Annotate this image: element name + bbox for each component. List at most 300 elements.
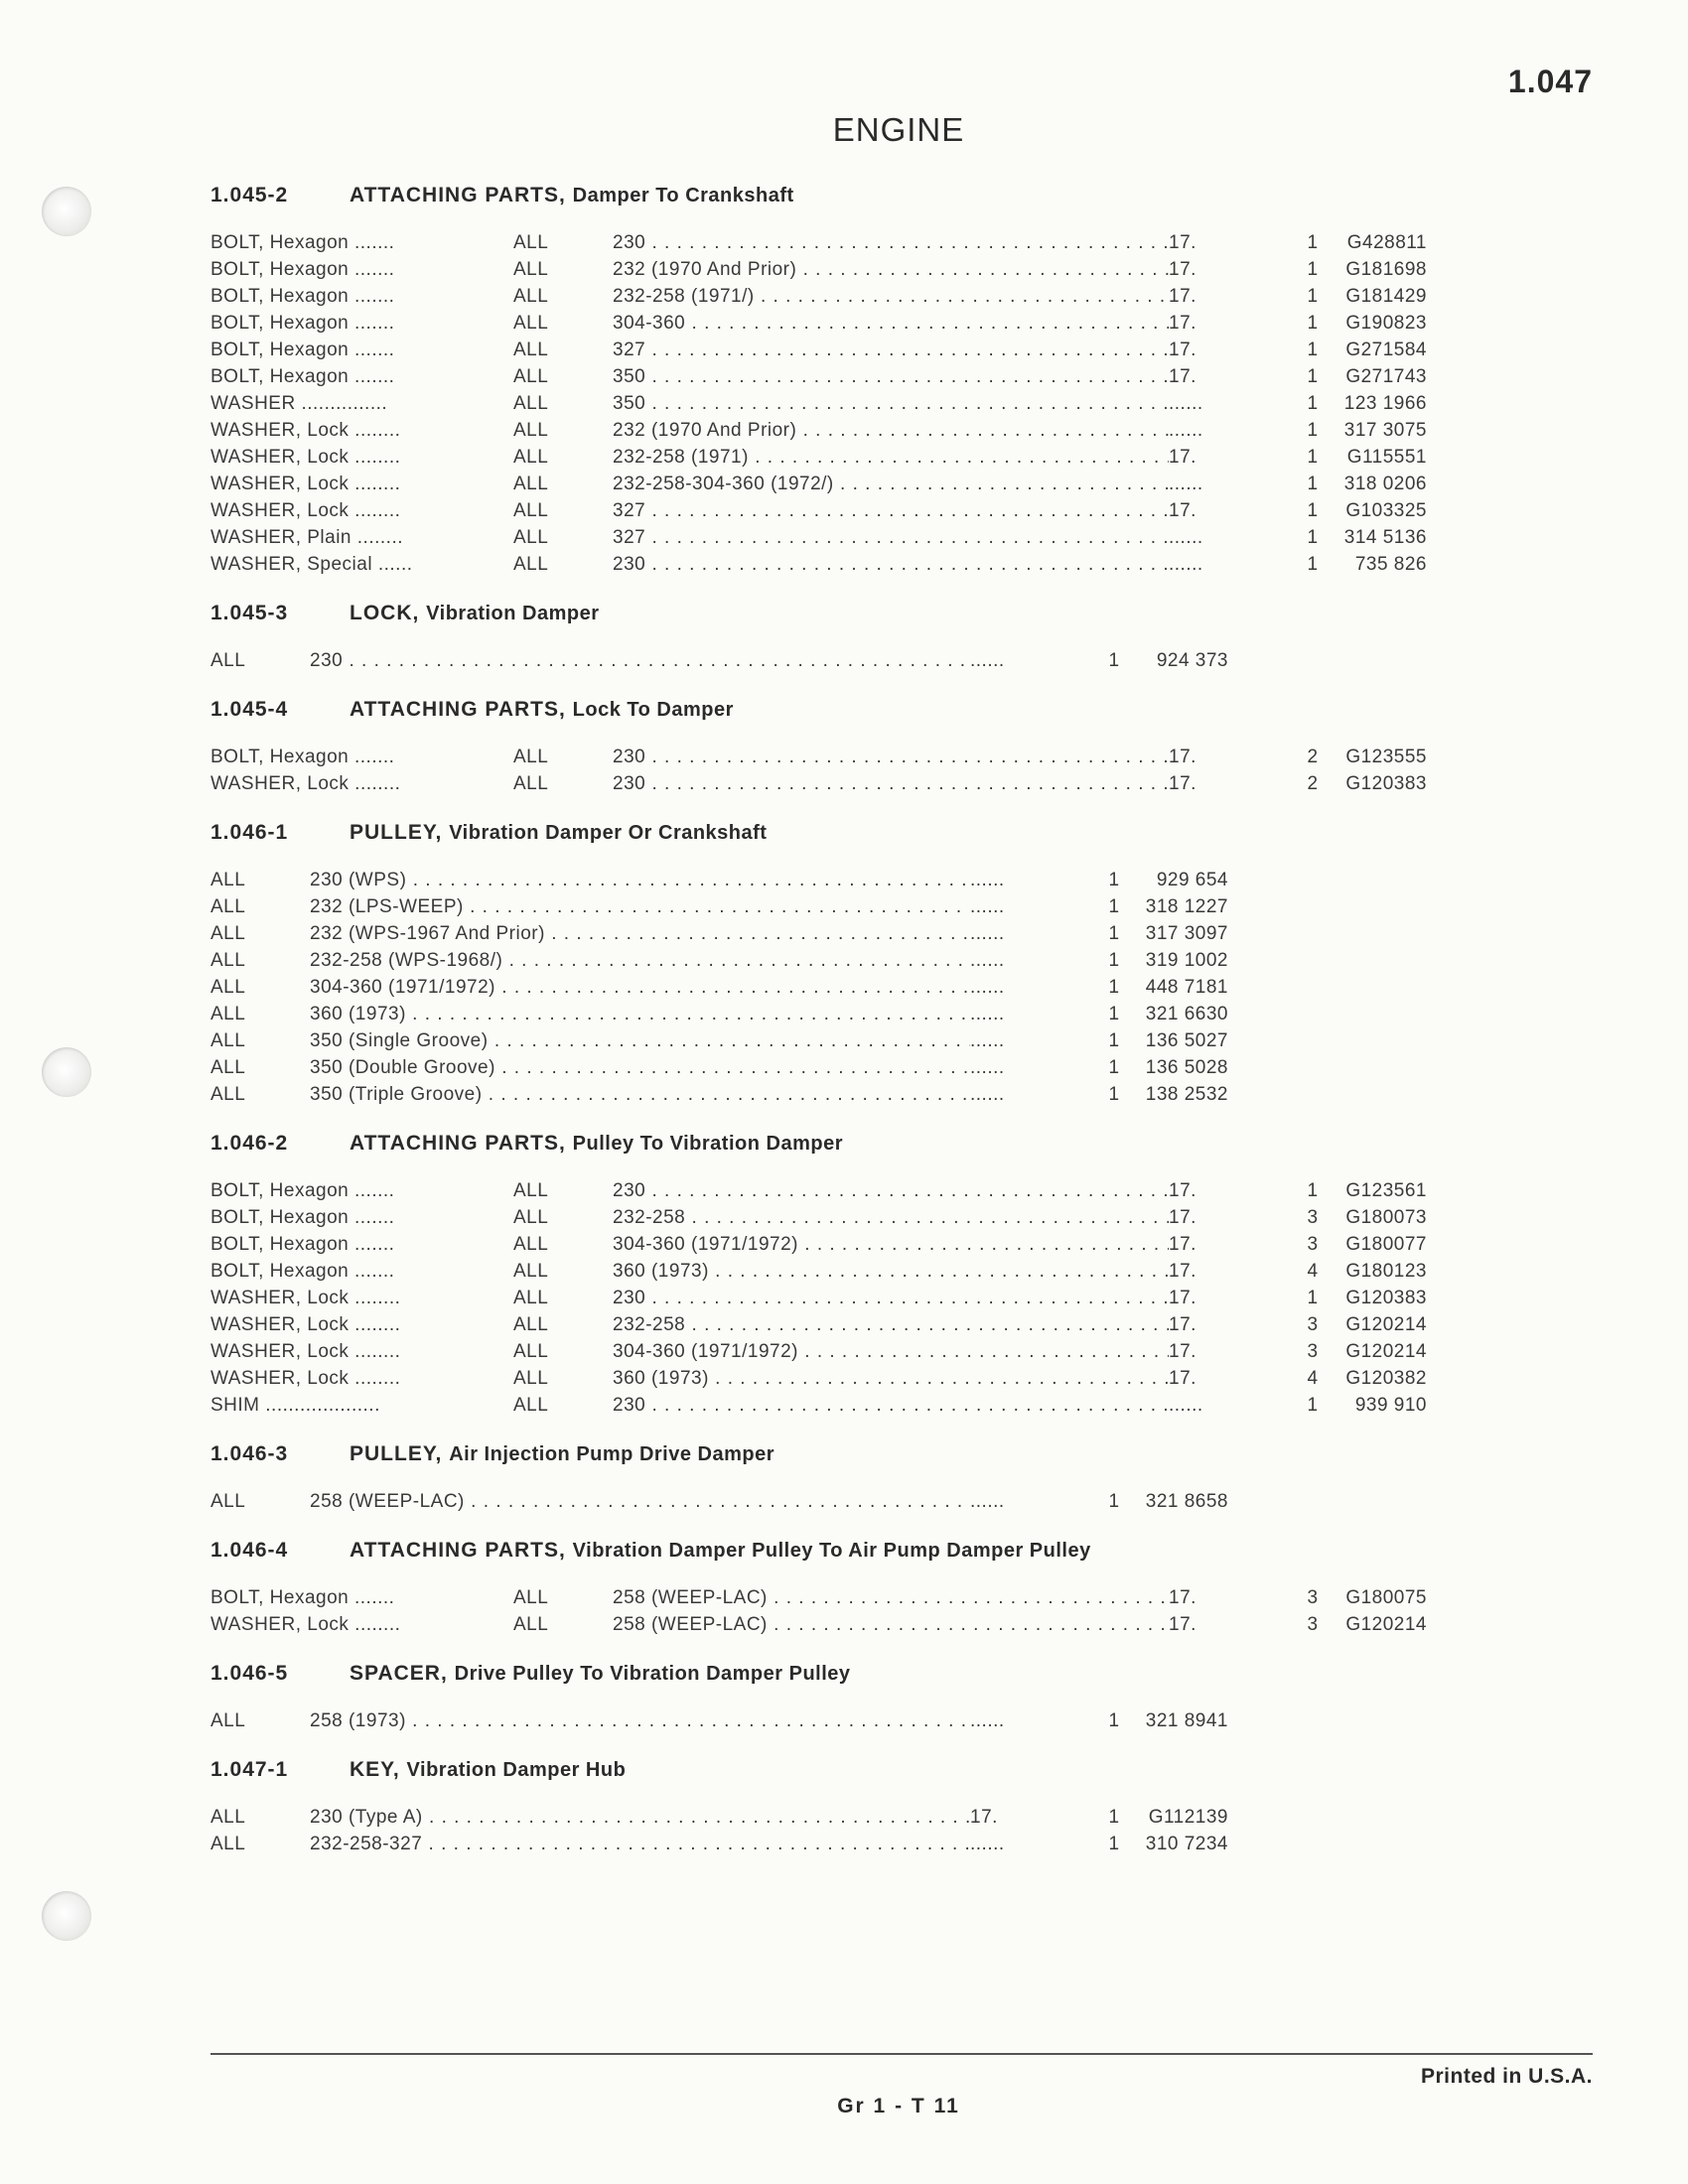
part-number: 310 7234: [1145, 1834, 1228, 1854]
part-engine: 230 . . .: [613, 1177, 1169, 1204]
section-heading: [211, 1433, 1521, 1476]
part-qty: 1: [1108, 870, 1120, 890]
part-engine: 232-258 (1971/) . . .: [613, 283, 1169, 310]
part-name: SHIM ....................: [211, 1395, 380, 1416]
part-number: G120383: [1345, 1288, 1427, 1308]
part-model: ALL: [513, 313, 549, 334]
section-subtitle: Air Injection Pump Drive Damper: [449, 1443, 774, 1465]
section-subtitle: Vibration Damper Or Crankshaft: [449, 822, 768, 844]
footer-rule: [211, 2053, 1593, 2055]
part-name: WASHER, Plain ........: [211, 527, 404, 548]
section-heading: [211, 174, 1521, 217]
part-name: WASHER, Lock ........: [211, 1341, 401, 1362]
part-list: [211, 732, 1521, 811]
part-ref: 17.: [1169, 1288, 1196, 1308]
part-ref: 17.: [1169, 313, 1196, 334]
part-row: [211, 417, 1521, 444]
part-row: [211, 1001, 1521, 1027]
part-row: [211, 1177, 1521, 1204]
part-engine: 304-360 (1971/1972) . . .: [310, 974, 970, 1001]
part-engine: 230 . . .: [613, 744, 1169, 770]
part-ref: ......: [1169, 527, 1203, 548]
part-model: ALL: [513, 232, 549, 253]
part-row: [211, 647, 1521, 674]
part-number: G180075: [1345, 1587, 1427, 1608]
part-ref: 17.: [1169, 1368, 1196, 1389]
part-model: ALL: [211, 1807, 246, 1828]
part-ref: 17.: [1169, 1614, 1196, 1635]
part-ref: 17.: [1169, 1207, 1196, 1228]
part-model: ALL: [211, 650, 246, 671]
part-number: G181429: [1345, 286, 1427, 307]
part-ref: 17.: [970, 1807, 998, 1828]
part-model: ALL: [513, 1288, 549, 1308]
part-model: ALL: [513, 773, 549, 794]
parts-section: [211, 592, 1521, 688]
part-ref: ......: [970, 1057, 1005, 1078]
part-model: ALL: [211, 1834, 246, 1854]
part-row: [211, 551, 1521, 578]
part-number: G120214: [1345, 1614, 1427, 1635]
part-number: G180123: [1345, 1261, 1427, 1282]
part-qty: 1: [1307, 340, 1319, 360]
part-number: G180073: [1345, 1207, 1427, 1228]
part-row: [211, 920, 1521, 947]
section-number: 1.045-2: [211, 184, 289, 206]
part-list: [211, 217, 1521, 592]
part-row: [211, 1488, 1521, 1515]
part-qty: 1: [1108, 1084, 1120, 1105]
printed-in-label: Printed in U.S.A.: [1420, 2065, 1593, 2088]
part-name: WASHER, Lock ........: [211, 1614, 401, 1635]
part-model: ALL: [513, 393, 549, 414]
part-qty: 1: [1307, 527, 1319, 548]
part-model: ALL: [513, 1261, 549, 1282]
part-ref: 17.: [1169, 259, 1196, 280]
part-number: G120214: [1345, 1341, 1427, 1362]
part-engine: 350 . . .: [613, 363, 1169, 390]
section-subtitle: Drive Pulley To Vibration Damper Pulley: [454, 1663, 851, 1685]
part-engine: 304-360 (1971/1972) . . .: [613, 1231, 1169, 1258]
part-list: [211, 1572, 1521, 1652]
part-engine: 232-258 (1971) . . .: [613, 444, 1169, 471]
parts-section: [211, 1529, 1521, 1652]
part-model: ALL: [211, 896, 246, 917]
part-ref: 17.: [1169, 1341, 1196, 1362]
part-name: BOLT, Hexagon .......: [211, 1207, 395, 1228]
parts-section: [211, 1433, 1521, 1529]
part-ref: ......: [970, 1710, 1005, 1731]
parts-section: [211, 688, 1521, 811]
part-qty: 1: [1307, 286, 1319, 307]
section-number: 1.046-5: [211, 1662, 289, 1685]
part-qty: 1: [1307, 232, 1319, 253]
part-number: G120214: [1345, 1314, 1427, 1335]
part-row: [211, 1231, 1521, 1258]
part-qty: 1: [1108, 977, 1120, 998]
part-name: WASHER ...............: [211, 393, 388, 414]
part-qty: 1: [1307, 474, 1319, 494]
part-row: [211, 256, 1521, 283]
part-row: [211, 1804, 1521, 1831]
part-name: BOLT, Hexagon .......: [211, 1180, 395, 1201]
part-qty: 3: [1307, 1341, 1319, 1362]
part-number: G181698: [1345, 259, 1427, 280]
part-name: WASHER, Lock ........: [211, 420, 401, 441]
section-title: SPACER,: [350, 1662, 448, 1685]
punch-hole: [42, 1891, 91, 1941]
part-model: ALL: [513, 420, 549, 441]
page-title: ENGINE: [832, 111, 965, 148]
part-row: [211, 390, 1521, 417]
part-number: 448 7181: [1145, 977, 1228, 998]
part-name: BOLT, Hexagon .......: [211, 340, 395, 360]
part-model: ALL: [513, 1180, 549, 1201]
part-engine: 350 (Double Groove) . . .: [310, 1054, 970, 1081]
part-number: G123561: [1345, 1180, 1427, 1201]
part-number: 317 3097: [1145, 923, 1228, 944]
section-number: 1.045-4: [211, 698, 289, 721]
section-number: 1.045-3: [211, 602, 289, 624]
part-model: ALL: [513, 1234, 549, 1255]
part-model: ALL: [513, 1614, 549, 1635]
part-row: [211, 1584, 1521, 1611]
part-list: [211, 1165, 1521, 1433]
part-ref: 17.: [1169, 773, 1196, 794]
part-row: [211, 744, 1521, 770]
part-number: 138 2532: [1145, 1084, 1228, 1105]
part-engine: 360 (1973) . . .: [613, 1365, 1169, 1392]
part-row: [211, 497, 1521, 524]
part-name: WASHER, Lock ........: [211, 447, 401, 468]
part-ref: 17.: [1169, 747, 1196, 767]
part-number: G103325: [1345, 500, 1427, 521]
part-engine: 304-360 . . .: [613, 310, 1169, 337]
part-ref: ......: [970, 870, 1005, 890]
part-ref: ......: [970, 1004, 1005, 1024]
part-qty: 1: [1307, 420, 1319, 441]
part-name: WASHER, Lock ........: [211, 1314, 401, 1335]
part-engine: 232 (WPS-1967 And Prior) . . .: [310, 920, 970, 947]
part-model: ALL: [513, 447, 549, 468]
part-qty: 1: [1307, 366, 1319, 387]
part-qty: 1: [1108, 1004, 1120, 1024]
part-number: G271584: [1345, 340, 1427, 360]
part-row: [211, 1392, 1521, 1419]
section-title: ATTACHING PARTS,: [350, 698, 566, 721]
part-number: G120382: [1345, 1368, 1427, 1389]
part-number: G190823: [1345, 313, 1427, 334]
part-number: 321 8941: [1145, 1710, 1228, 1731]
part-engine: 232-258-304-360 (1972/) . . .: [613, 471, 1169, 497]
part-name: BOLT, Hexagon .......: [211, 1234, 395, 1255]
part-ref: 17.: [1169, 232, 1196, 253]
part-engine: 232-258 (WPS-1968/) . . .: [310, 947, 970, 974]
part-engine: 327 . . .: [613, 337, 1169, 363]
part-engine: 232-258 . . .: [613, 1311, 1169, 1338]
part-ref: ......: [970, 1030, 1005, 1051]
parts-section: [211, 1652, 1521, 1748]
part-model: ALL: [513, 1368, 549, 1389]
part-engine: 230 (Type A) . . .: [310, 1804, 970, 1831]
part-name: WASHER, Special ......: [211, 554, 413, 575]
part-row: [211, 1054, 1521, 1081]
part-row: [211, 1311, 1521, 1338]
part-row: [211, 1258, 1521, 1285]
part-ref: ......: [1169, 393, 1203, 414]
part-qty: 1: [1307, 1288, 1319, 1308]
part-engine: 258 (1973) . . .: [310, 1707, 970, 1734]
part-row: [211, 1707, 1521, 1734]
part-model: ALL: [513, 259, 549, 280]
part-engine: 230 . . .: [613, 1285, 1169, 1311]
part-model: ALL: [513, 1587, 549, 1608]
part-model: ALL: [513, 500, 549, 521]
part-ref: ......: [970, 896, 1005, 917]
part-name: WASHER, Lock ........: [211, 773, 401, 794]
part-qty: 1: [1307, 313, 1319, 334]
part-engine: 232 (1970 And Prior) . . .: [613, 417, 1169, 444]
part-engine: 258 (WEEP-LAC) . . .: [613, 1611, 1169, 1638]
part-ref: 17.: [1169, 500, 1196, 521]
part-qty: 1: [1108, 1030, 1120, 1051]
part-qty: 1: [1108, 1057, 1120, 1078]
part-row: [211, 471, 1521, 497]
part-number: 939 910: [1354, 1395, 1427, 1416]
section-subtitle: Pulley To Vibration Damper: [572, 1133, 843, 1155]
punch-hole: [42, 187, 91, 236]
section-heading: [211, 1652, 1521, 1696]
part-model: ALL: [513, 474, 549, 494]
part-row: [211, 524, 1521, 551]
part-qty: 1: [1108, 950, 1120, 971]
part-row: [211, 337, 1521, 363]
part-model: ALL: [513, 527, 549, 548]
part-name: WASHER, Lock ........: [211, 1368, 401, 1389]
part-ref: ......: [970, 950, 1005, 971]
part-ref: 17.: [1169, 1180, 1196, 1201]
part-model: ALL: [513, 1314, 549, 1335]
part-model: ALL: [513, 286, 549, 307]
part-ref: 17.: [1169, 340, 1196, 360]
part-engine: 327 . . .: [613, 497, 1169, 524]
section-number: 1.046-4: [211, 1539, 289, 1562]
part-model: ALL: [211, 977, 246, 998]
part-model: ALL: [513, 1207, 549, 1228]
part-number: 924 373: [1156, 650, 1228, 671]
parts-catalog: [211, 174, 1521, 1871]
part-ref: 17.: [1169, 366, 1196, 387]
part-ref: ......: [970, 923, 1005, 944]
part-number: 735 826: [1354, 554, 1427, 575]
part-row: [211, 1831, 1521, 1857]
part-model: ALL: [513, 1395, 549, 1416]
part-engine: 360 (1973) . . .: [310, 1001, 970, 1027]
part-name: WASHER, Lock ........: [211, 500, 401, 521]
part-qty: 1: [1307, 447, 1319, 468]
part-qty: 3: [1307, 1314, 1319, 1335]
parts-section: [211, 1748, 1521, 1871]
part-model: ALL: [211, 1084, 246, 1105]
parts-section: [211, 174, 1521, 592]
part-ref: 17.: [1169, 1261, 1196, 1282]
part-number: 321 6630: [1145, 1004, 1228, 1024]
part-engine: 230 (WPS) . . .: [310, 867, 970, 893]
part-model: ALL: [513, 340, 549, 360]
part-engine: 232 (1970 And Prior) . . .: [613, 256, 1169, 283]
part-engine: 350 (Triple Groove) . . .: [310, 1081, 970, 1108]
part-number: G180077: [1345, 1234, 1427, 1255]
part-qty: 3: [1307, 1207, 1319, 1228]
part-engine: 258 (WEEP-LAC) . . .: [613, 1584, 1169, 1611]
part-row: [211, 947, 1521, 974]
parts-section: [211, 1122, 1521, 1433]
section-heading: [211, 1529, 1521, 1572]
part-name: BOLT, Hexagon .......: [211, 1261, 395, 1282]
section-number: 1.046-1: [211, 821, 289, 844]
section-title: PULLEY,: [350, 1442, 443, 1465]
section-title: ATTACHING PARTS,: [350, 184, 566, 206]
part-row: [211, 1027, 1521, 1054]
part-number: 318 0206: [1343, 474, 1427, 494]
part-model: ALL: [513, 366, 549, 387]
page-number: 1.047: [1507, 64, 1593, 99]
part-number: 319 1002: [1145, 950, 1228, 971]
part-model: ALL: [211, 1057, 246, 1078]
part-number: 318 1227: [1145, 896, 1228, 917]
section-title: ATTACHING PARTS,: [350, 1132, 566, 1155]
section-number: 1.047-1: [211, 1758, 289, 1781]
section-subtitle: Vibration Damper Hub: [406, 1759, 627, 1781]
part-row: [211, 310, 1521, 337]
part-ref: ......: [970, 650, 1005, 671]
part-qty: 1: [1307, 500, 1319, 521]
part-row: [211, 1365, 1521, 1392]
part-number: G112139: [1148, 1807, 1228, 1828]
part-qty: 1: [1307, 259, 1319, 280]
part-qty: 1: [1108, 896, 1120, 917]
part-model: ALL: [513, 1341, 549, 1362]
part-number: G271743: [1345, 366, 1427, 387]
section-heading: [211, 1122, 1521, 1165]
section-heading: [211, 1748, 1521, 1792]
part-engine: 230 . . .: [310, 647, 970, 674]
part-ref: 17.: [1169, 1234, 1196, 1255]
part-name: BOLT, Hexagon .......: [211, 1587, 395, 1608]
parts-section: [211, 811, 1521, 1122]
part-engine: 258 (WEEP-LAC) . . .: [310, 1488, 970, 1515]
part-engine: 232 (LPS-WEEP) . . .: [310, 893, 970, 920]
section-title: ATTACHING PARTS,: [350, 1539, 566, 1562]
part-engine: 232-258-327 . . .: [310, 1831, 970, 1857]
part-name: BOLT, Hexagon .......: [211, 366, 395, 387]
part-row: [211, 1611, 1521, 1638]
part-number: G120383: [1345, 773, 1427, 794]
part-engine: 230 . . .: [613, 1392, 1169, 1419]
part-list: [211, 1792, 1521, 1871]
part-number: G123555: [1345, 747, 1427, 767]
section-title: PULLEY,: [350, 821, 443, 844]
part-model: ALL: [513, 747, 549, 767]
part-name: BOLT, Hexagon .......: [211, 259, 395, 280]
part-qty: 1: [1108, 1834, 1120, 1854]
part-engine: 350 (Single Groove) . . .: [310, 1027, 970, 1054]
part-qty: 1: [1108, 1807, 1120, 1828]
part-model: ALL: [211, 1710, 246, 1731]
part-row: [211, 363, 1521, 390]
part-row: [211, 1081, 1521, 1108]
part-name: BOLT, Hexagon .......: [211, 313, 395, 334]
punch-hole: [42, 1047, 91, 1097]
part-ref: ......: [970, 1084, 1005, 1105]
part-name: BOLT, Hexagon .......: [211, 232, 395, 253]
part-qty: 2: [1307, 747, 1319, 767]
part-ref: ......: [1169, 474, 1203, 494]
part-qty: 1: [1108, 923, 1120, 944]
part-model: ALL: [211, 870, 246, 890]
part-number: 123 1966: [1343, 393, 1427, 414]
part-model: ALL: [211, 1004, 246, 1024]
part-model: ALL: [513, 554, 549, 575]
part-qty: 3: [1307, 1587, 1319, 1608]
part-ref: ......: [1169, 1395, 1203, 1416]
part-row: [211, 1338, 1521, 1365]
part-row: [211, 867, 1521, 893]
part-engine: 360 (1973) . . .: [613, 1258, 1169, 1285]
part-ref: ......: [970, 977, 1005, 998]
part-name: BOLT, Hexagon .......: [211, 286, 395, 307]
part-row: [211, 1204, 1521, 1231]
section-heading: [211, 688, 1521, 732]
part-list: [211, 1696, 1521, 1748]
part-list: [211, 635, 1521, 688]
part-number: 136 5027: [1145, 1030, 1228, 1051]
section-subtitle: Lock To Damper: [572, 699, 734, 721]
part-ref: 17.: [1169, 447, 1196, 468]
part-engine: 327 . . .: [613, 524, 1169, 551]
part-name: WASHER, Lock ........: [211, 1288, 401, 1308]
part-list: [211, 855, 1521, 1122]
part-qty: 1: [1108, 1491, 1120, 1512]
part-qty: 3: [1307, 1234, 1319, 1255]
part-qty: 1: [1108, 650, 1120, 671]
section-title: LOCK,: [350, 602, 420, 624]
part-qty: 2: [1307, 773, 1319, 794]
part-engine: 304-360 (1971/1972) . . .: [613, 1338, 1169, 1365]
part-name: BOLT, Hexagon .......: [211, 747, 395, 767]
part-row: [211, 283, 1521, 310]
part-ref: 17.: [1169, 286, 1196, 307]
part-ref: ......: [1169, 554, 1203, 575]
part-ref: ......: [970, 1491, 1005, 1512]
part-number: 136 5028: [1145, 1057, 1228, 1078]
part-number: 929 654: [1156, 870, 1228, 890]
part-engine: 230 . . .: [613, 770, 1169, 797]
part-model: ALL: [211, 1491, 246, 1512]
section-number: 1.046-2: [211, 1132, 289, 1155]
part-qty: 1: [1307, 1180, 1319, 1201]
part-row: [211, 1285, 1521, 1311]
part-ref: ......: [970, 1834, 1005, 1854]
part-row: [211, 974, 1521, 1001]
part-engine: 350 . . .: [613, 390, 1169, 417]
part-number: 317 3075: [1343, 420, 1427, 441]
section-subtitle: Vibration Damper: [426, 603, 600, 624]
part-row: [211, 893, 1521, 920]
part-ref: 17.: [1169, 1314, 1196, 1335]
part-model: ALL: [211, 1030, 246, 1051]
section-subtitle: Vibration Damper Pulley To Air Pump Damper Pulley: [572, 1540, 1091, 1562]
